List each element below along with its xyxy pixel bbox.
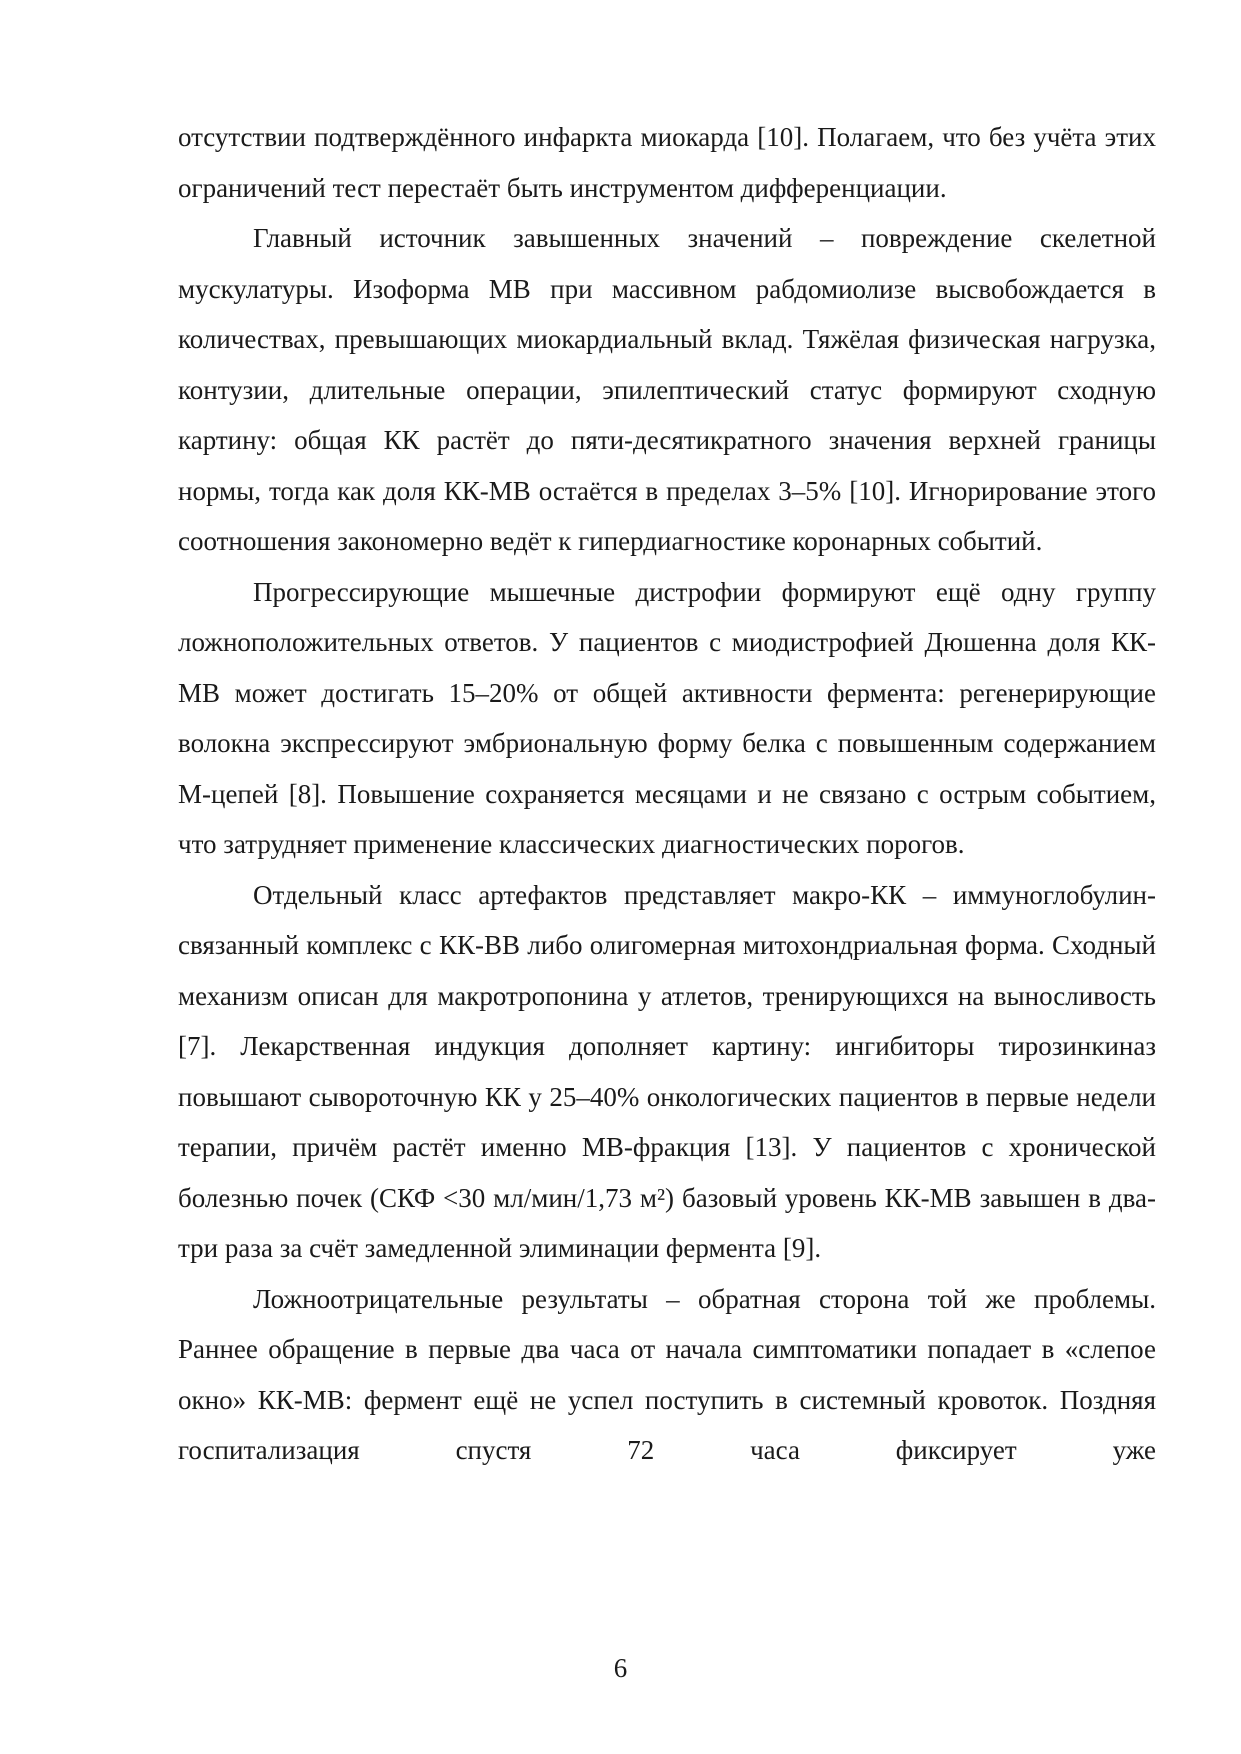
page-number: 6 [613,1653,628,1683]
paragraph-false-negatives: Ложноотрицательные результаты – обратная сторона той же проблемы. Раннее обращение в первые два часа от начала симптоматики попадает в «слепое окно» КК-MB: фермент ещё не успел поступить в системный кровоток. Поздняя госпитализация спустя 72 часа фиксирует уже [178,1283,1156,1465]
paragraph-muscular-dystrophy: Прогрессирующие мышечные дистрофии формируют ещё одну группу ложноположительных ответов. У пациентов с миодистрофией Дюшенна доля КК-MB может достигать 15–20% от общей активности фермента: регенерирующие волокна экспрессируют эмбриональную форму белка с повышенным содержанием М-цепей [8]. Повышение сохраняется месяцами и не связано с острым событием, что затрудняет применение классических диагностических порогов. [178,576,1156,859]
paragraph-macro-ck: Отдельный класс артефактов представляет макро-КК – иммуноглобулин-связанный комплекс с КК-BB либо олигомерная митохондриальная форма. Сходный механизм описан для макротропонина у атлетов, тренирующихся на выносливость [7]. Лекарственная индукция дополняет картину: ингибиторы тирозинкиназ повышают сывороточную КК у 25–40% онкологических пациентов в первые недели терапии, причём растёт именно MB-фракция [13]. У пациентов с хронической болезнью почек (СКФ <30 мл/мин/1,73 м²) базовый уровень КК-MB завышен в два-три раза за счёт замедленной элиминации фермента [9]. [178,879,1156,1263]
body-text [178,112,1156,1476]
paragraph-skeletal-muscle: Главный источник завышенных значений – повреждение скелетной мускулатуры. Изоформа MB при массивном рабдомиолизе высвобождается в количествах, превышающих миокардиальный вклад. Тяжёлая физическая нагрузка, контузии, длительные операции, эпилептический статус формируют сходную картину: общая КК растёт до пяти-десятикратного значения верхней границы нормы, тогда как доля КК-MB остаётся в пределах 3–5% [10]. Игнорирование этого соотношения закономерно ведёт к гипердиагностике коронарных событий. [178,223,1156,556]
paragraph-continuation: отсутствии подтверждённого инфаркта миокарда [10]. Полагаем, что без учёта этих ограничений тест перестаёт быть инструментом дифференциации. [178,122,1156,203]
